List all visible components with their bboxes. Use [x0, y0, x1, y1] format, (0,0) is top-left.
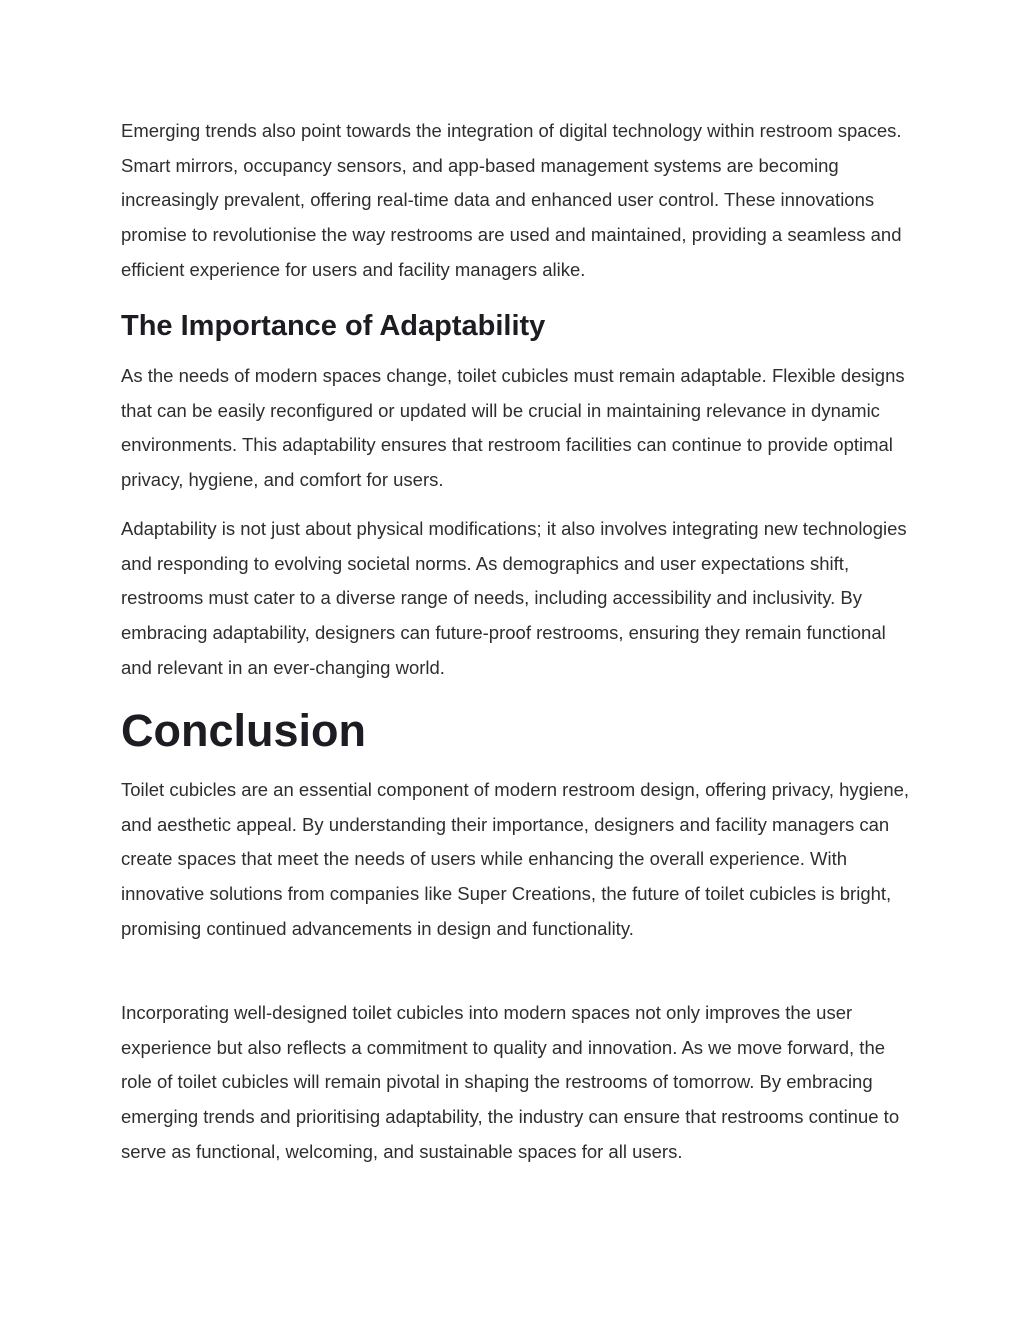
paragraph-adaptability-2: Adaptability is not just about physical modifications; it also involves integrating new technologies and responding to evolving societal norms. As demographics and user expectations shift, restrooms must cater to a diverse range of needs, including accessibility and inclusivity. By embracing adaptability, designers can future-proof restrooms, ensuring they remain functional and relevant in an ever-changing world. — [121, 518, 907, 678]
paragraph-digital-technology: Emerging trends also point towards the integration of digital technology within restroom spaces. Smart mirrors, occupancy sensors, and app-based management systems are becoming increasingly prevalent, offering real-time data and enhanced user control. These innovations promise to revolutionise the way restrooms are used and maintained, providing a seamless and efficient experience for users and facility managers alike. — [121, 120, 902, 280]
heading-importance-of-adaptability: The Importance of Adaptability — [121, 310, 546, 342]
heading-conclusion: Conclusion — [121, 705, 366, 756]
paragraph-adaptability-1: As the needs of modern spaces change, toilet cubicles must remain adaptable. Flexible designs that can be easily reconfigured or updated will be crucial in maintaining relevance in dynamic environments. This adaptability ensures that restroom facilities can continue to provide optimal privacy, hygiene, and comfort for users. — [121, 365, 905, 491]
paragraph-conclusion-2: Incorporating well-designed toilet cubicles into modern spaces not only improves the user experience but also reflects a commitment to quality and innovation. As we move forward, the role of toilet cubicles will remain pivotal in shaping the restrooms of tomorrow. By embracing emerging trends and prioritising adaptability, the industry can ensure that restrooms continue to serve as functional, welcoming, and sustainable spaces for all users. — [121, 1002, 900, 1162]
paragraph-conclusion-1: Toilet cubicles are an essential component of modern restroom design, offering privacy, hygiene, and aesthetic appeal. By understanding their importance, designers and facility managers can create spaces that meet the needs of users while enhancing the overall experience. With innovative solutions from companies like Super Creations, the future of toilet cubicles is bright, promising continued advancements in design and functionality. — [121, 779, 910, 939]
